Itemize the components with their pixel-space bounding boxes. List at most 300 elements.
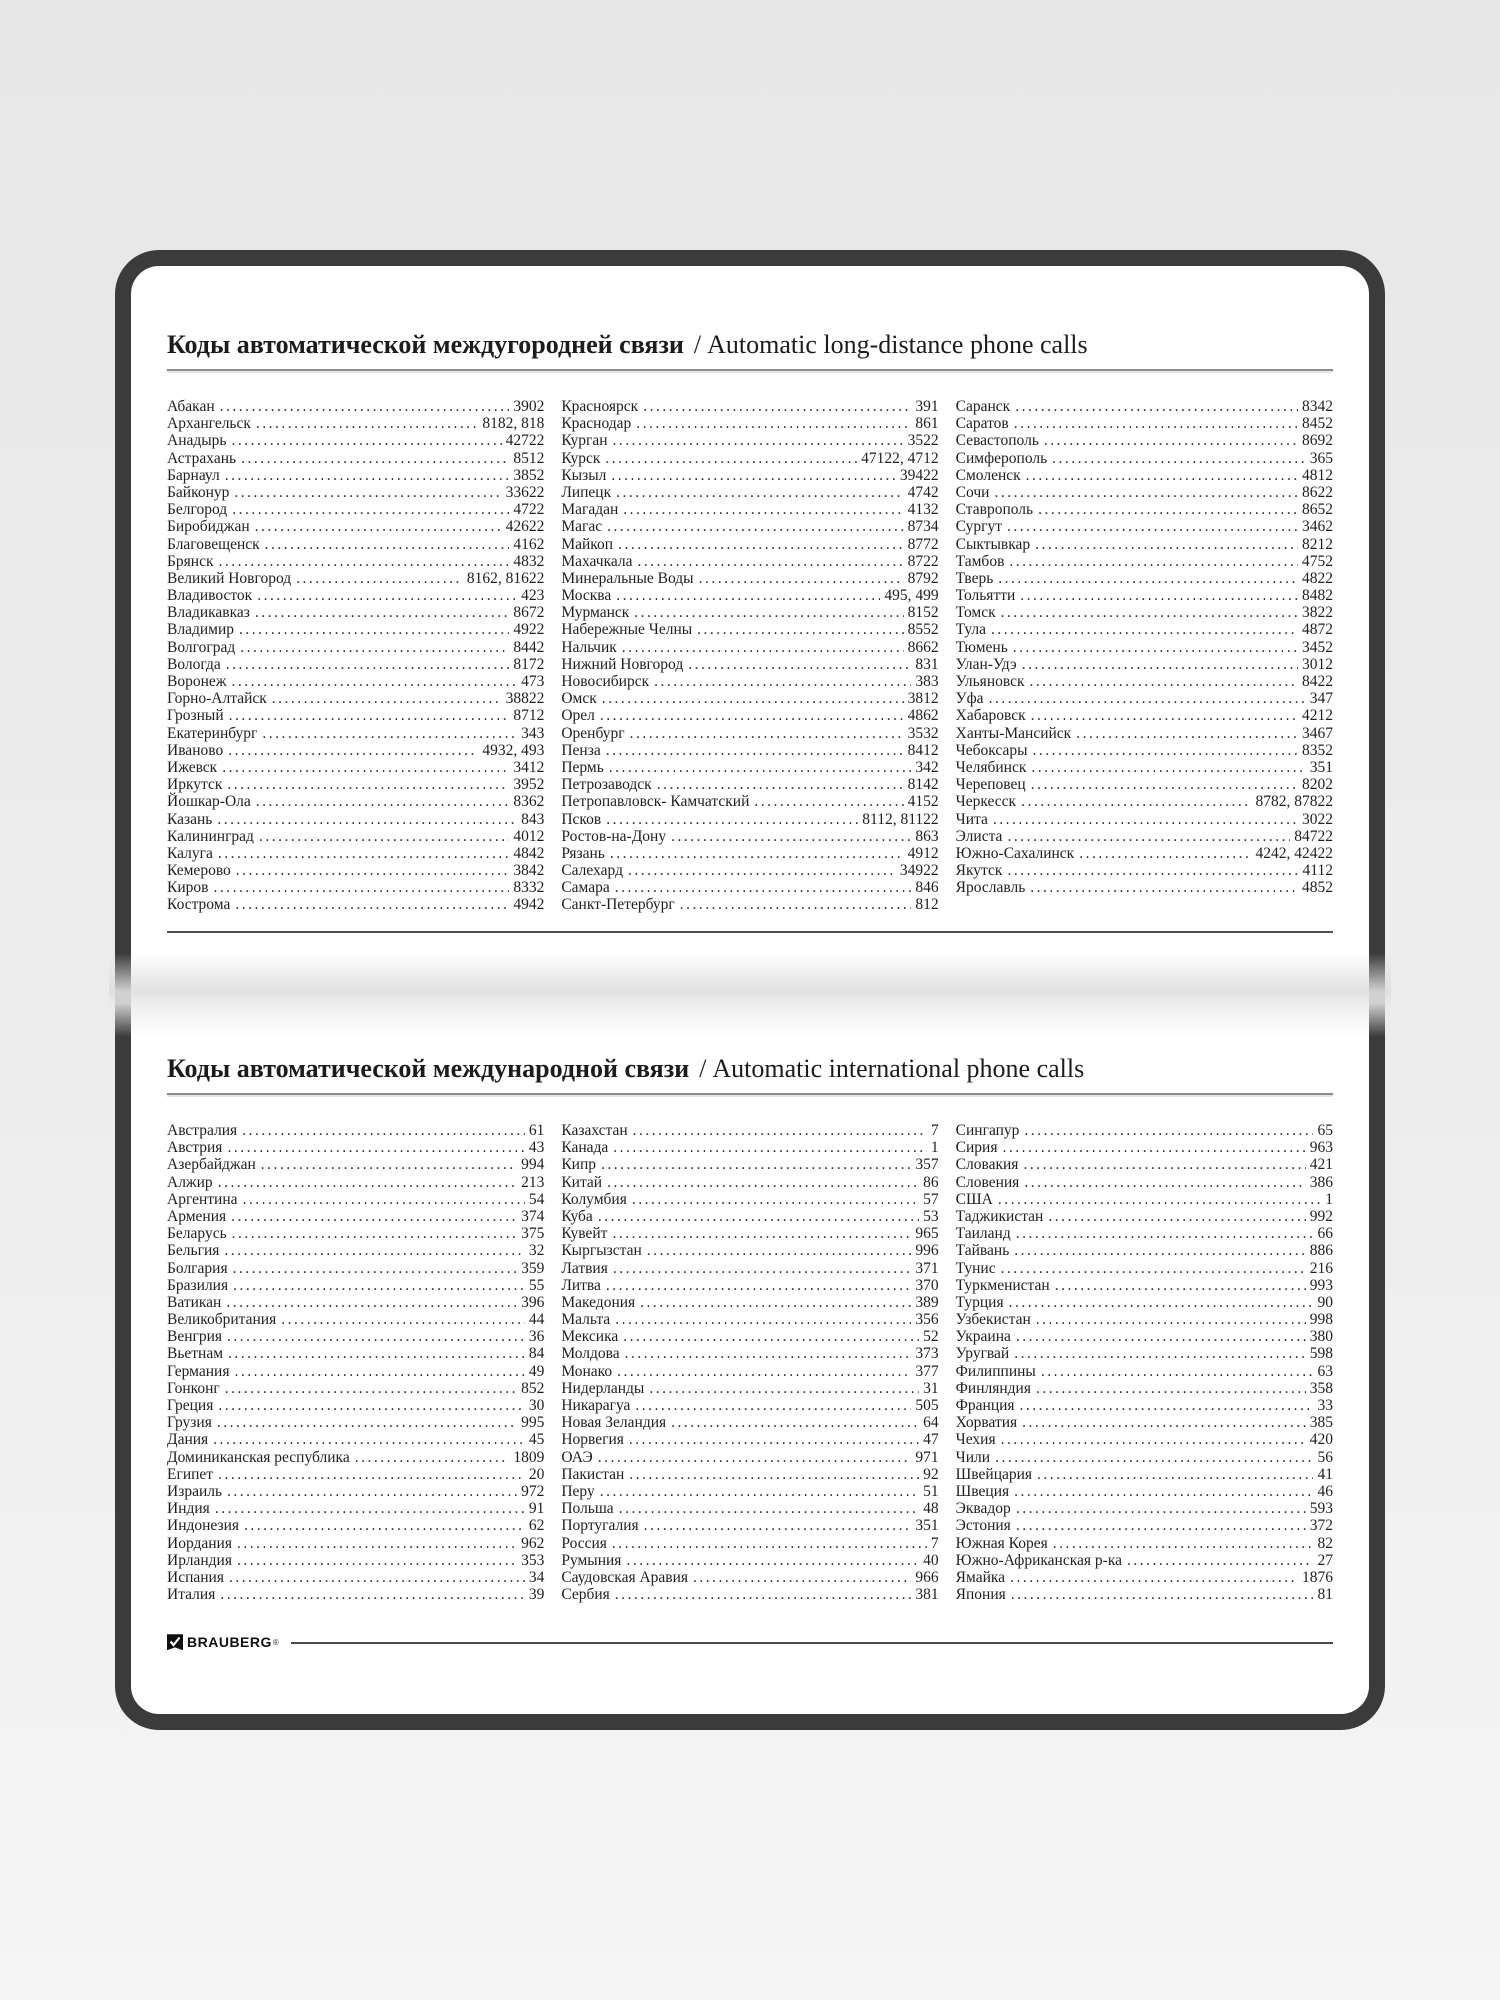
dot-leader — [218, 845, 509, 862]
dot-leader — [671, 1414, 919, 1431]
phone-code: 4152 — [907, 793, 939, 811]
place-name: Оренбург — [561, 724, 625, 742]
footer-rule-line — [291, 1642, 1333, 1644]
place-name: Молдова — [561, 1345, 620, 1363]
place-name: Таиланд — [955, 1225, 1011, 1243]
table-row — [956, 725, 1333, 742]
phone-code: 812 — [915, 896, 939, 914]
table-row — [561, 1414, 938, 1431]
table-row — [167, 793, 544, 810]
table-row — [956, 1208, 1333, 1225]
place-name: Финляндия — [955, 1379, 1031, 1397]
phone-code: 383 — [915, 673, 939, 690]
place-name: Узбекистан — [955, 1311, 1031, 1329]
place-name: Ставрополь — [955, 501, 1034, 519]
dot-leader — [616, 484, 904, 501]
title-english: Automatic long-distance phone calls — [707, 330, 1088, 359]
dot-leader — [615, 1311, 911, 1328]
phone-code: 3412 — [513, 758, 545, 776]
phone-code: 8422 — [1301, 673, 1333, 690]
place-name: Сургут — [955, 518, 1002, 536]
dot-leader — [227, 776, 509, 793]
table-row — [561, 1191, 938, 1208]
dot-leader — [688, 656, 911, 673]
table-row — [167, 450, 544, 467]
table-row — [167, 879, 544, 896]
table-row — [167, 1552, 544, 1569]
place-name: Улан-Удэ — [955, 655, 1017, 673]
place-name: Кувейт — [561, 1225, 608, 1243]
phone-code: 1809 — [513, 1448, 545, 1466]
dot-leader — [259, 828, 509, 845]
table-row — [561, 896, 938, 913]
place-name: Индонезия — [167, 1517, 240, 1535]
phone-code: 357 — [915, 1156, 939, 1174]
dot-leader — [296, 570, 463, 587]
phone-code: 4932, 493 — [482, 741, 545, 759]
phone-code: 971 — [915, 1448, 939, 1466]
dot-leader — [1001, 1431, 1306, 1448]
place-name: Тольятти — [955, 587, 1016, 605]
dot-leader — [657, 776, 904, 793]
dot-leader — [618, 536, 904, 553]
dot-leader — [632, 1191, 919, 1208]
phone-code: 91 — [528, 1500, 545, 1518]
phone-code: 852 — [521, 1379, 545, 1397]
phone-code: 56 — [1317, 1448, 1333, 1466]
phone-code: 51 — [923, 1482, 939, 1500]
phone-code: 52 — [923, 1328, 939, 1346]
table-row — [561, 776, 938, 793]
dot-leader — [215, 1500, 525, 1517]
table-row — [561, 1586, 938, 1603]
table-row — [167, 467, 544, 484]
phone-code: 7 — [930, 1534, 939, 1552]
place-name: Македония — [561, 1293, 636, 1311]
place-name: Казань — [167, 810, 213, 828]
place-name: Владимир — [167, 621, 234, 639]
place-name: Казахстан — [561, 1122, 628, 1139]
place-name: Великий Новгород — [167, 569, 292, 587]
dot-leader — [622, 639, 904, 656]
table-bottom-divider — [167, 931, 1333, 933]
table-row — [167, 862, 544, 879]
phone-code: 972 — [521, 1482, 545, 1500]
place-name: Иордания — [167, 1534, 232, 1552]
phone-code: 8342 — [1301, 398, 1333, 415]
phone-code: 863 — [915, 827, 939, 845]
table-row — [956, 656, 1333, 673]
place-name: Литва — [561, 1276, 601, 1294]
place-name: Санкт-Петербург — [561, 896, 675, 914]
phone-code: 372 — [1309, 1517, 1333, 1535]
table-row — [561, 1345, 938, 1362]
phone-code: 61 — [528, 1122, 545, 1139]
dot-leader — [606, 742, 904, 759]
place-name: Сербия — [561, 1586, 610, 1604]
phone-code: 47 — [923, 1431, 939, 1449]
phone-code: 4742 — [907, 483, 939, 501]
table-row — [561, 879, 938, 896]
table-row — [956, 1139, 1333, 1156]
place-name: Майкоп — [561, 535, 614, 553]
place-name: Астрахань — [167, 449, 237, 467]
phone-code: 473 — [521, 673, 545, 690]
place-name: Хорватия — [955, 1414, 1018, 1432]
table-row — [167, 1500, 544, 1517]
phone-code: 8482 — [1301, 587, 1333, 605]
title-russian: Коды автоматической междугородней связи — [167, 330, 684, 359]
dot-leader — [261, 1156, 517, 1173]
title-russian: Коды автоматической международной связи — [167, 1054, 690, 1083]
place-name: Иваново — [167, 741, 224, 759]
dot-leader — [1055, 1277, 1306, 1294]
place-name: Саратов — [955, 415, 1009, 433]
dot-leader — [1036, 1311, 1306, 1328]
dot-leader — [1035, 536, 1298, 553]
table-row — [956, 1483, 1333, 1500]
dot-leader — [1024, 1174, 1305, 1191]
table-row — [561, 553, 938, 570]
table-row — [167, 501, 544, 518]
place-name: Курск — [561, 449, 601, 467]
table-row — [561, 759, 938, 776]
phone-code: 33 — [1317, 1397, 1333, 1414]
table-row — [561, 518, 938, 535]
place-name: Пенза — [561, 741, 601, 759]
dot-leader — [232, 1225, 517, 1242]
place-name: Бразилия — [167, 1276, 229, 1294]
place-name: Чебоксары — [955, 741, 1028, 759]
place-name: Доминиканская республика — [167, 1448, 350, 1466]
dot-leader — [617, 1363, 911, 1380]
place-name: Челябинск — [955, 758, 1027, 776]
dot-leader — [257, 587, 517, 604]
phone-code: 965 — [915, 1225, 939, 1243]
dot-leader — [1041, 1363, 1314, 1380]
phone-code: 963 — [1309, 1139, 1333, 1157]
place-name: Словения — [955, 1173, 1020, 1191]
dot-leader — [229, 1569, 525, 1586]
dot-leader — [647, 1242, 912, 1259]
place-name: Ватикан — [167, 1293, 222, 1311]
table-row — [561, 1569, 938, 1586]
dot-leader — [1022, 656, 1298, 673]
dot-leader — [1016, 1225, 1314, 1242]
table-row — [167, 742, 544, 759]
section-long-distance — [115, 250, 1385, 995]
table-row — [561, 1535, 938, 1552]
codes-table-long-distance — [167, 398, 1333, 914]
table-row — [956, 432, 1333, 449]
place-name: Сирия — [955, 1139, 998, 1157]
title-separator: / — [699, 1054, 707, 1083]
dot-leader — [991, 621, 1298, 638]
phone-code: 1 — [1325, 1190, 1333, 1208]
phone-code: 3532 — [907, 724, 939, 742]
codes-column-3 — [956, 1122, 1333, 1603]
place-name: Белгород — [167, 501, 228, 519]
dot-leader — [649, 1380, 919, 1397]
table-row — [956, 1260, 1333, 1277]
phone-code: 4852 — [1301, 879, 1333, 897]
place-name: Вологда — [167, 655, 221, 673]
phone-code: 41 — [1317, 1465, 1333, 1483]
phone-code: 8722 — [907, 552, 939, 570]
place-name: Перу — [561, 1482, 595, 1500]
table-row — [561, 604, 938, 621]
phone-code: 8212 — [1301, 535, 1333, 553]
phone-code: 886 — [1309, 1242, 1333, 1260]
place-name: Кипр — [561, 1156, 597, 1174]
place-name: Ямайка — [955, 1568, 1006, 1586]
dot-leader — [220, 1586, 524, 1603]
dot-leader — [602, 690, 904, 707]
phone-code: 996 — [915, 1242, 939, 1260]
phone-code: 8662 — [907, 638, 939, 656]
phone-code: 8792 — [907, 569, 939, 587]
table-row — [956, 1569, 1333, 1586]
table-row — [561, 1208, 938, 1225]
place-name: Воронеж — [167, 673, 227, 690]
phone-code: 347 — [1309, 690, 1333, 708]
table-row — [956, 1225, 1333, 1242]
phone-code: 4112 — [1302, 862, 1333, 880]
phone-code: 343 — [521, 724, 545, 742]
phone-code: 64 — [923, 1414, 939, 1432]
table-row — [956, 742, 1333, 759]
place-name: Волгоград — [167, 638, 236, 656]
place-name: Южно-Африканская р-ка — [955, 1551, 1123, 1569]
dot-leader — [613, 1139, 927, 1156]
place-name: Абакан — [167, 398, 215, 415]
place-name: Туркменистан — [955, 1276, 1050, 1294]
table-row — [167, 553, 544, 570]
phone-code: 3812 — [907, 690, 939, 708]
place-name: Байконур — [167, 483, 230, 501]
place-name: Москва — [561, 587, 612, 605]
phone-code: 63 — [1317, 1362, 1333, 1380]
place-name: Анадырь — [167, 432, 227, 450]
table-row — [561, 690, 938, 707]
place-name: Петрозаводск — [561, 776, 652, 794]
place-name: Япония — [955, 1586, 1006, 1604]
phone-code: 377 — [915, 1362, 939, 1380]
dot-leader — [1011, 1586, 1314, 1603]
place-name: Киров — [167, 879, 209, 897]
place-name: Алжир — [167, 1173, 213, 1191]
phone-code: 8182, 818 — [482, 415, 545, 433]
phone-code: 8734 — [907, 518, 939, 536]
place-name: Аргентина — [167, 1190, 238, 1208]
dot-leader — [1044, 432, 1298, 449]
table-row — [956, 1191, 1333, 1208]
table-row — [561, 1552, 938, 1569]
phone-code: 8202 — [1301, 776, 1333, 794]
table-row — [956, 1294, 1333, 1311]
table-row — [167, 1225, 544, 1242]
place-name: Сыктывкар — [955, 535, 1031, 553]
dot-leader — [226, 1294, 517, 1311]
codes-column-1 — [167, 398, 544, 914]
phone-code: 3522 — [907, 432, 939, 450]
place-name: Израиль — [167, 1482, 223, 1500]
phone-code: 351 — [1309, 758, 1333, 776]
table-row — [956, 793, 1333, 810]
dot-leader — [237, 1535, 517, 1552]
table-row — [167, 1380, 544, 1397]
place-name: Магас — [561, 518, 603, 536]
dot-leader — [1001, 604, 1298, 621]
place-name: Йошкар-Ола — [167, 793, 251, 811]
table-row — [561, 1311, 938, 1328]
dot-leader — [612, 1225, 911, 1242]
dot-leader — [993, 811, 1298, 828]
table-row — [561, 1225, 938, 1242]
table-row — [956, 828, 1333, 845]
table-row — [956, 570, 1333, 587]
title-separator: / — [693, 330, 702, 359]
table-row — [956, 1363, 1333, 1380]
phone-code: 4822 — [1301, 569, 1333, 587]
place-name: Орел — [561, 707, 595, 725]
table-row — [956, 1345, 1333, 1362]
phone-code: 66 — [1317, 1225, 1333, 1243]
phone-code: 843 — [521, 810, 545, 828]
table-row — [956, 1586, 1333, 1603]
phone-code: 8672 — [513, 604, 545, 622]
phone-code: 47122, 4712 — [861, 449, 939, 467]
place-name: Уругвай — [955, 1345, 1010, 1363]
place-name: Череповец — [955, 776, 1026, 794]
phone-code: 4162 — [513, 535, 545, 553]
dot-leader — [1002, 1139, 1305, 1156]
table-row — [561, 742, 938, 759]
phone-code: 831 — [915, 655, 939, 673]
dot-leader — [619, 1500, 919, 1517]
place-name: Архангельск — [167, 415, 251, 433]
place-name: Китай — [561, 1173, 603, 1191]
dot-leader — [1030, 879, 1298, 896]
dot-leader — [616, 587, 880, 604]
place-name: Египет — [167, 1465, 214, 1483]
dot-leader — [994, 484, 1298, 501]
table-row — [167, 518, 544, 535]
table-row — [561, 1380, 938, 1397]
place-name: Черкесск — [955, 793, 1017, 811]
phone-code: 4942 — [513, 896, 545, 914]
table-row — [561, 484, 938, 501]
table-row — [167, 1208, 544, 1225]
phone-code: 34 — [528, 1568, 545, 1586]
table-row — [561, 1260, 938, 1277]
table-row — [167, 828, 544, 845]
dot-leader — [1048, 1208, 1305, 1225]
phone-code: 593 — [1309, 1500, 1333, 1518]
table-row — [167, 604, 544, 621]
dot-leader — [355, 1449, 510, 1466]
place-name: Колумбия — [561, 1190, 627, 1208]
place-name: Латвия — [561, 1259, 608, 1277]
table-row — [167, 725, 544, 742]
phone-code: 370 — [915, 1276, 939, 1294]
table-row — [956, 1380, 1333, 1397]
phone-code: 27 — [1317, 1551, 1333, 1569]
dot-leader — [634, 604, 903, 621]
dot-leader — [1010, 1569, 1298, 1586]
table-row — [167, 639, 544, 656]
phone-code: 46 — [1317, 1482, 1333, 1500]
table-row — [167, 484, 544, 501]
table-row — [167, 1174, 544, 1191]
place-name: Турция — [955, 1293, 1004, 1311]
place-name: Пермь — [561, 758, 604, 776]
place-name: Греция — [167, 1397, 214, 1414]
table-row — [561, 639, 938, 656]
phone-code: 1 — [930, 1139, 939, 1157]
dot-leader — [217, 811, 517, 828]
codes-column-2 — [561, 1122, 938, 1603]
phone-code: 3822 — [1301, 604, 1333, 622]
dot-leader — [633, 1122, 927, 1139]
table-row — [561, 811, 938, 828]
table-row — [956, 776, 1333, 793]
dot-leader — [611, 467, 896, 484]
place-name: Чита — [955, 810, 988, 828]
phone-code: 92 — [923, 1465, 939, 1483]
phone-code: 3952 — [513, 776, 545, 794]
codes-column-3 — [956, 398, 1333, 914]
dot-leader — [628, 862, 896, 879]
dot-leader — [231, 673, 517, 690]
phone-code: 81 — [1317, 1586, 1333, 1604]
table-row — [167, 673, 544, 690]
place-name: Южно-Сахалинск — [955, 844, 1075, 862]
phone-code: 495, 499 — [884, 587, 939, 605]
dot-leader — [255, 604, 509, 621]
place-name: Украина — [955, 1328, 1011, 1346]
phone-code: 4722 — [513, 501, 545, 519]
dot-leader — [699, 570, 904, 587]
phone-code: 4012 — [513, 827, 545, 845]
dot-leader — [644, 1517, 912, 1534]
section-international — [115, 995, 1385, 1730]
table-row — [561, 1156, 938, 1173]
phone-code: 36 — [528, 1328, 545, 1346]
place-name: Ульяновск — [955, 673, 1025, 690]
dot-leader — [233, 1277, 525, 1294]
dot-leader — [262, 725, 517, 742]
place-name: Смоленск — [955, 466, 1021, 484]
dot-leader — [609, 759, 912, 776]
phone-code: 8552 — [907, 621, 939, 639]
dot-leader — [225, 467, 510, 484]
table-row — [561, 398, 938, 415]
table-row — [561, 1483, 938, 1500]
phone-code: 380 — [1309, 1328, 1333, 1346]
table-row — [167, 1414, 544, 1431]
table-row — [167, 690, 544, 707]
place-name: Владивосток — [167, 587, 253, 605]
table-row — [956, 604, 1333, 621]
dot-leader — [680, 896, 912, 913]
place-name: Нальчик — [561, 638, 617, 656]
place-name: Ханты-Мансийск — [955, 724, 1072, 742]
title-english: Automatic international phone calls — [712, 1054, 1085, 1083]
place-name: Сочи — [955, 483, 990, 501]
table-row — [956, 1277, 1333, 1294]
table-row — [956, 467, 1333, 484]
